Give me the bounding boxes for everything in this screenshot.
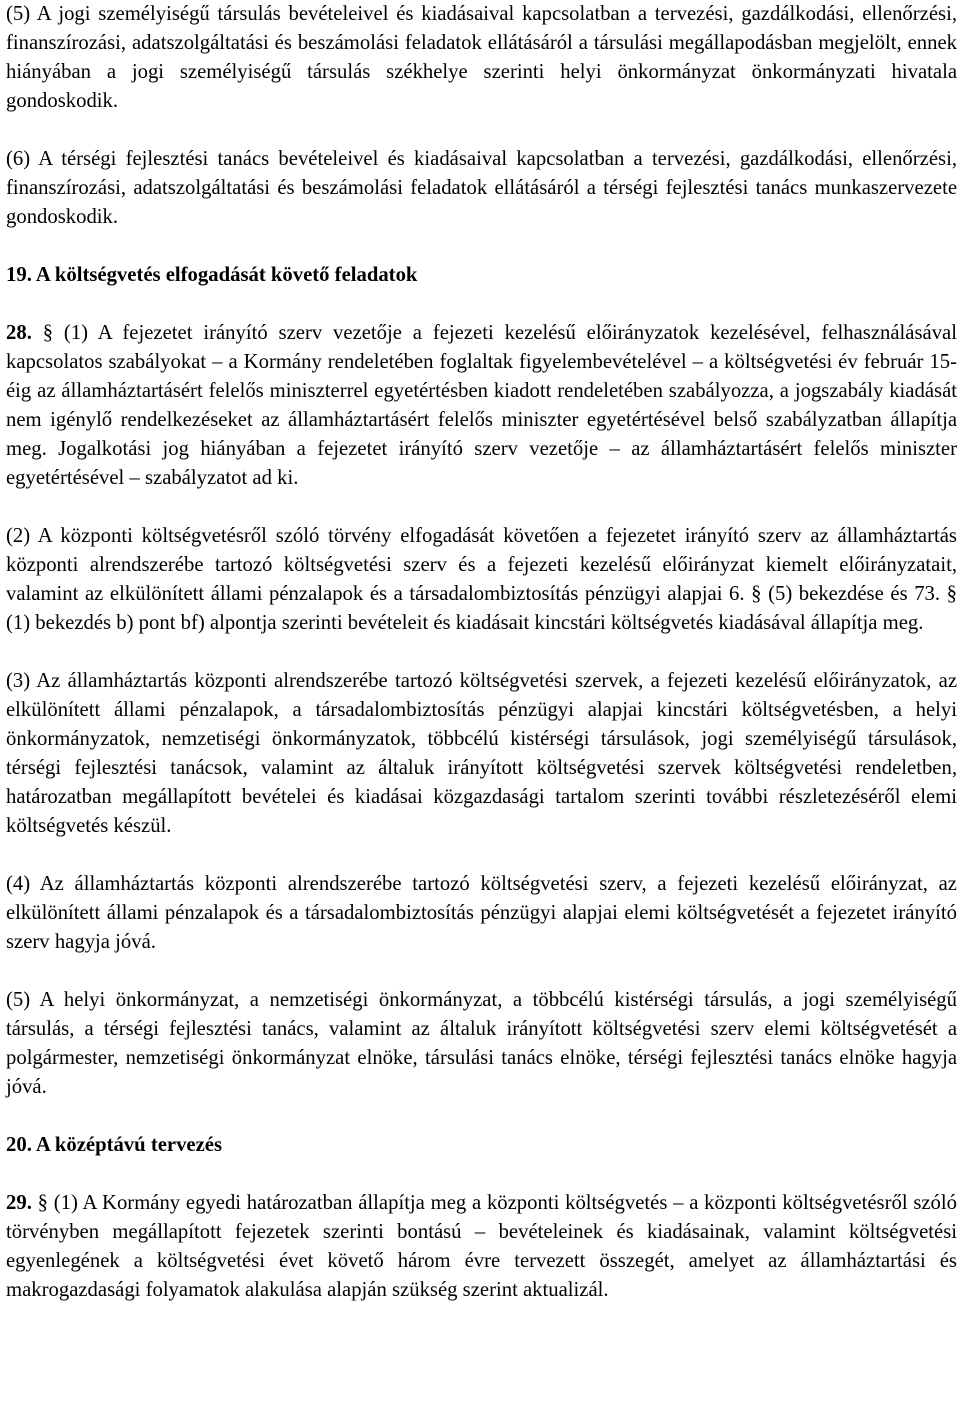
section-28-paragraph-3: (3) Az államháztartás központi alrendszerébe tartozó költségvetési szervek, a fejezeti kezelésű előirányzatok, az elkülönített állami pénzalapok, a társadalombiztosítás pénzügyi alapjai kincstári költségvetésben, a helyi önkormányzatok, nemzetiségi önkormányzatok, többcélú kistérségi társulások, jogi személyiségű társulások, térségi fejlesztési tanácsok, valamint az általuk irányított költségvetési szervek költségvetési rendeletben, határozatban megállapított bevételei és kiadásai közgazdasági tartalom szerinti további részletezéséről elemi költségvetés készül. (6, 670, 957, 837)
section-28-paragraph-2: (2) A központi költségvetésről szóló törvény elfogadását követően a fejezetet irányító szerv az államháztartás központi alrendszerébe tartozó költségvetési szerv és a fejezeti kezelésű előirányzat kiemelt előirányzatait, valamint az elkülönített állami pénzalapok és a társadalombiztosítás pénzügyi alapjai 6. § (5) bekezdése és 73. § (1) bekezdés b) pont bf) alpontja szerinti bevételeit és kiadásait kincstári költségvetés kiadásával állapítja meg. (6, 525, 957, 634)
section-29-paragraph-1 (6, 1189, 957, 1305)
section-heading-19: 19. A költségvetés elfogadását követő feladatok (6, 264, 418, 286)
section-number: 28. (6, 322, 32, 344)
paragraph-6-tersegi-fejlesztesi-tanacs: (6) A térségi fejlesztési tanács bevételeivel és kiadásaival kapcsolatban a tervezési, gazdálkodási, ellenőrzési, finanszírozási, adatszolgáltatási és beszámolási feladatok ellátásáról a térségi fejlesztési tanács munkaszervezete gondoskodik. (6, 148, 957, 228)
paragraph-5-jogi-szemelyisegu-tarsulas: (5) A jogi személyiségű társulás bevételeivel és kiadásaival kapcsolatban a tervezési, gazdálkodási, ellenőrzési, finanszírozási, adatszolgáltatási és beszámolási feladatok ellátásáról a társulási megállapodásban megjelölt, ennek hiányában a jogi személyiségű társulás székhelye szerinti helyi önkormányzat önkormányzati hivatala gondoskodik. (6, 3, 957, 112)
section-number: 29. (6, 1192, 32, 1214)
section-28-paragraph-5: (5) A helyi önkormányzat, a nemzetiségi önkormányzat, a többcélú kistérségi társulás, a jogi személyiségű társulás, a térségi fejlesztési tanács, valamint az általuk irányított költségvetési szerv elemi költségvetését a polgármester, nemzetiségi önkormányzat elnöke, társulási tanács elnöke, térségi fejlesztési tanács elnöke hagyja jóvá. (6, 989, 957, 1098)
section-28-paragraph-4: (4) Az államháztartás központi alrendszerébe tartozó költségvetési szerv, a fejezeti kezelésű előirányzat, az elkülönített állami pénzalapok és a társadalombiztosítás pénzügyi alapjai elemi költségvetését a fejezetet irányító szerv hagyja jóvá. (6, 873, 957, 953)
section-text: § (1) A Kormány egyedi határozatban állapítja meg a központi költségvetés – a központi költségvetésről szóló törvényben megállapított fejezetek szerinti bontású – bevételeinek és kiadásainak, valamint költségvetési egyenlegének a költségvetési évet követő három évre tervezett összegét, amelyet az államháztartási és makrogazdasági folyamatok alakulása alapján szükség szerint aktualizál. (6, 1192, 957, 1301)
section-text: § (1) A fejezetet irányító szerv vezetője a fejezeti kezelésű előirányzatok kezelésével, felhasználásával kapcsolatos szabályokat – a Kormány rendeletében foglaltak figyelembevételével – a költségvetési év február 15-éig az államháztartásért felelős miniszterrel egyetértésben kiadott rendeletében szabályozza, a jogszabály kiadását nem igénylő rendelkezéseket az államháztartásért felelős miniszter egyetértésével belső szabályzatban állapítja meg. Jogalkotási jog hiányában a fejezetet irányító szerv vezetője – az államháztartásért felelős miniszter egyetértésével – szabályzatot ad ki. (6, 322, 957, 489)
section-28-paragraph-1 (6, 319, 957, 493)
section-heading-20: 20. A középtávú tervezés (6, 1134, 223, 1156)
